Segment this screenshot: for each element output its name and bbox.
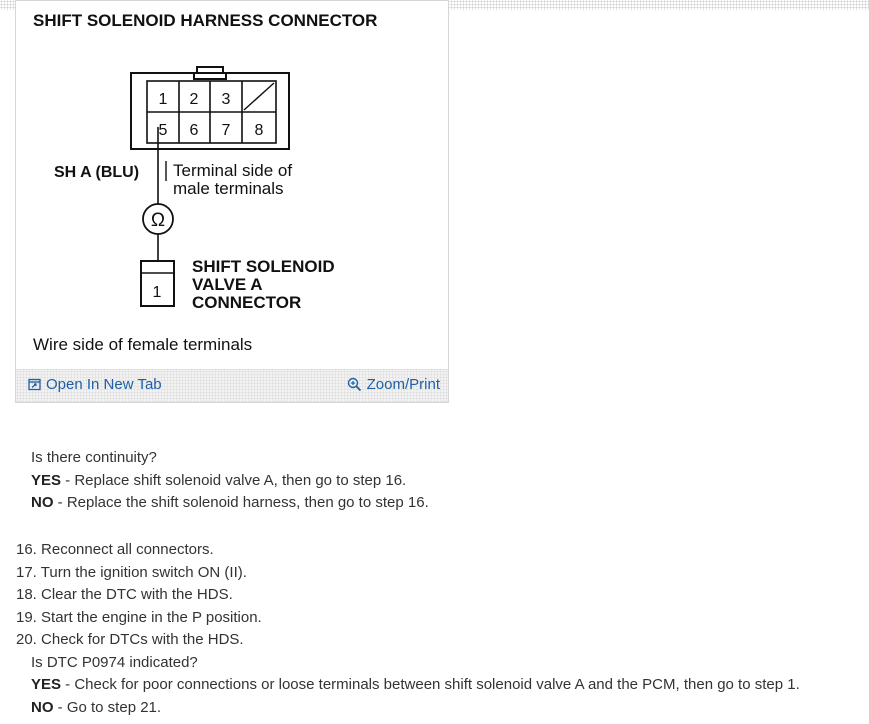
continuity-question: Is there continuity? — [31, 449, 157, 466]
pin-7-label: 7 — [221, 122, 231, 139]
open-in-new-tab-label: Open In New Tab — [46, 376, 162, 393]
wire-label: SH A (BLU) — [54, 164, 140, 181]
continuity-yes: YES - Replace shift solenoid valve A, then go to step 16. — [31, 471, 407, 489]
diagram-title: SHIFT SOLENOID HARNESS CONNECTOR — [33, 11, 378, 30]
dtc-question: Is DTC P0974 indicated? — [31, 653, 198, 671]
pin-1-label: 1 — [158, 91, 168, 108]
step-18: 18. Clear the DTC with the HDS. — [16, 586, 233, 603]
dtc-no: NO - Go to step 21. — [31, 698, 162, 716]
pin-3-label: 3 — [221, 91, 231, 108]
terminal-side-line2: male terminals — [173, 179, 284, 198]
ohmmeter-icon — [143, 204, 173, 234]
open-in-new-tab-link[interactable] — [28, 376, 162, 393]
connector-diagram — [16, 1, 448, 371]
figure-toolbar — [16, 369, 448, 402]
pin-8-label: 8 — [254, 122, 264, 139]
valve-label-line1: SHIFT SOLENOID — [192, 257, 335, 276]
valve-pin-label: 1 — [152, 284, 162, 301]
figure-container — [15, 0, 449, 403]
step-15-result — [31, 447, 429, 515]
step-16: 16. Reconnect all connectors. — [16, 541, 214, 558]
step-19: 19. Start the engine in the P position. — [16, 608, 262, 626]
new-tab-icon — [28, 378, 41, 391]
zoom-print-link[interactable] — [347, 376, 440, 393]
terminal-side-line1: Terminal side of — [173, 161, 293, 180]
wire-side-label: Wire side of female terminals — [33, 335, 253, 354]
dtc-yes: YES - Check for poor connections or loose terminals between shift solenoid valve A and the PCM, then go to step 1. — [31, 676, 800, 693]
pin-5-label: 5 — [158, 122, 168, 139]
step-20: 20. Check for DTCs with the HDS. — [16, 631, 244, 648]
valve-label-line3: CONNECTOR — [192, 293, 302, 312]
zoom-icon — [347, 377, 362, 392]
continuity-no: NO - Replace the shift solenoid harness, then go to step 16. — [31, 494, 429, 511]
valve-label-line2: VALVE A — [192, 275, 263, 294]
pin-6-label: 6 — [189, 122, 199, 139]
harness-connector — [131, 67, 289, 149]
svg-text:Ω: Ω — [150, 210, 166, 231]
pin-2-label: 2 — [189, 91, 199, 108]
procedure-steps — [16, 539, 800, 719]
zoom-print-label: Zoom/Print — [366, 376, 440, 393]
step-17: 17. Turn the ignition switch ON (II). — [16, 563, 247, 581]
